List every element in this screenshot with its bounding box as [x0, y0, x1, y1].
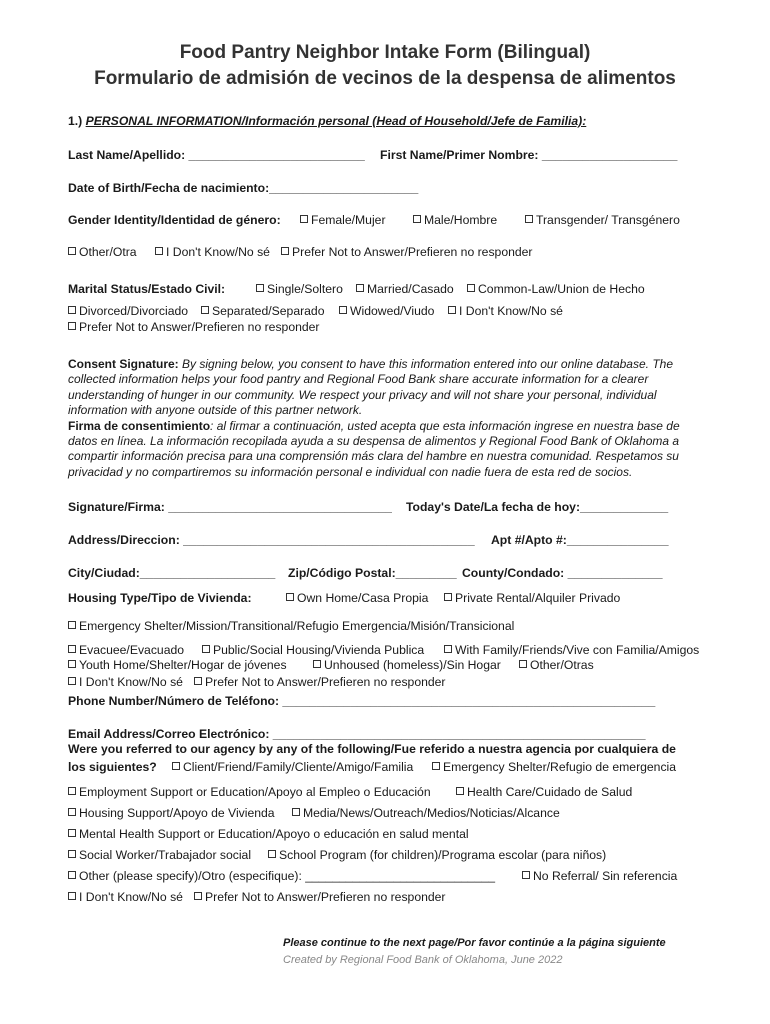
checkbox-icon[interactable]: [444, 645, 452, 653]
checkbox-icon[interactable]: [522, 871, 530, 879]
checkbox-icon[interactable]: [356, 284, 364, 292]
checkbox-icon[interactable]: [467, 284, 475, 292]
checkbox-icon[interactable]: [68, 247, 76, 255]
housing-unhoused-option[interactable]: Unhoused (homeless)/Sin Hogar: [313, 658, 501, 672]
checkbox-icon[interactable]: [155, 247, 163, 255]
gender-other-option[interactable]: Other/Otra: [68, 245, 137, 259]
referral-none-option[interactable]: No Referral/ Sin referencia: [522, 869, 677, 883]
checkbox-icon[interactable]: [256, 284, 264, 292]
marital-single-option[interactable]: Single/Soltero: [256, 282, 343, 296]
referral-school-option[interactable]: School Program (for children)/Programa escolar (para niños): [268, 848, 606, 862]
marital-label: Marital Status/Estado Civil:: [68, 282, 226, 296]
referral-client-option[interactable]: Client/Friend/Family/Cliente/Amigo/Familia: [172, 760, 413, 774]
gender-transgender-option[interactable]: Transgender/ Transgénero: [525, 213, 680, 227]
housing-evacuee-option[interactable]: Evacuee/Evacuado: [68, 643, 184, 657]
checkbox-icon[interactable]: [286, 593, 294, 601]
dob-field[interactable]: [68, 181, 418, 195]
last-name-field[interactable]: Last Name/Apellido: __________________________: [68, 148, 365, 162]
county-field[interactable]: County/Condado: ______________: [462, 566, 663, 580]
signature-field[interactable]: Signature/Firma: _________________________________: [68, 500, 392, 514]
housing-public-option[interactable]: Public/Social Housing/Vivienda Publica: [202, 643, 424, 657]
section-title: PERSONAL INFORMATION/Información personal (Head of Household/Jefe de Familia):: [85, 114, 587, 128]
marital-married-option[interactable]: Married/Casado: [356, 282, 454, 296]
checkbox-icon[interactable]: [68, 660, 76, 668]
gender-label: Gender Identity/Identidad de género:: [68, 213, 281, 227]
marital-common-law-option[interactable]: Common-Law/Union de Hecho: [467, 282, 645, 296]
checkbox-icon[interactable]: [172, 762, 180, 770]
housing-youth-home-option[interactable]: Youth Home/Shelter/Hogar de jóvenes: [68, 658, 287, 672]
checkbox-icon[interactable]: [68, 677, 76, 685]
checkbox-icon[interactable]: [339, 306, 347, 314]
checkbox-icon[interactable]: [525, 215, 533, 223]
checkbox-icon[interactable]: [519, 660, 527, 668]
checkbox-icon[interactable]: [292, 808, 300, 816]
checkbox-icon[interactable]: [456, 787, 464, 795]
gender-male-option[interactable]: Male/Hombre: [413, 213, 497, 227]
checkbox-icon[interactable]: [194, 892, 202, 900]
consent-label: Consent Signature:: [68, 357, 179, 371]
checkbox-icon[interactable]: [68, 871, 76, 879]
housing-prefer-not-option[interactable]: Prefer Not to Answer/Prefieren no responder: [194, 675, 446, 689]
gender-dont-know-option[interactable]: I Don't Know/No sé: [155, 245, 270, 259]
referral-media-option[interactable]: Media/News/Outreach/Medios/Noticias/Alcance: [292, 806, 560, 820]
marital-separated-option[interactable]: Separated/Separado: [201, 304, 325, 318]
referral-question: Were you referred to our agency by any of the following/Fue referido a nuestra agencia por cualquiera de: [68, 742, 676, 756]
checkbox-icon[interactable]: [300, 215, 308, 223]
marital-prefer-not-option[interactable]: Prefer Not to Answer/Prefieren no responder: [68, 320, 320, 334]
first-name-field[interactable]: First Name/Primer Nombre: ____________________: [380, 148, 678, 162]
phone-field[interactable]: Phone Number/Número de Teléfono: _______________________________________________________: [68, 694, 656, 708]
checkbox-icon[interactable]: [201, 306, 209, 314]
checkbox-icon[interactable]: [313, 660, 321, 668]
referral-dont-know-option[interactable]: I Don't Know/No sé: [68, 890, 183, 904]
checkbox-icon[interactable]: [68, 306, 76, 314]
housing-own-home-option[interactable]: Own Home/Casa Propia: [286, 591, 428, 605]
checkbox-icon[interactable]: [68, 808, 76, 816]
checkbox-icon[interactable]: [68, 829, 76, 837]
zip-field[interactable]: Zip/Código Postal:_________: [288, 566, 457, 580]
consent-label-es: Firma de consentimiento: [68, 418, 211, 433]
referral-mental-health-option[interactable]: Mental Health Support or Education/Apoyo o educación en salud mental: [68, 827, 469, 841]
housing-label: Housing Type/Tipo de Vivienda:: [68, 591, 252, 605]
checkbox-icon[interactable]: [444, 593, 452, 601]
checkbox-icon[interactable]: [448, 306, 456, 314]
gender-prefer-not-option[interactable]: Prefer Not to Answer/Prefieren no responder: [281, 245, 533, 259]
checkbox-icon[interactable]: [194, 677, 202, 685]
form-title-spanish: Formulario de admisión de vecinos de la despensa de alimentos: [94, 68, 676, 89]
checkbox-icon[interactable]: [68, 322, 76, 330]
dob-label: Date of Birth/Fecha de nacimiento:: [68, 181, 270, 195]
referral-shelter-option[interactable]: Emergency Shelter/Refugio de emergencia: [432, 760, 676, 774]
marital-widowed-option[interactable]: Widowed/Viudo: [339, 304, 434, 318]
referral-social-worker-option[interactable]: Social Worker/Trabajador social: [68, 848, 251, 862]
checkbox-icon[interactable]: [68, 645, 76, 653]
email-field[interactable]: Email Address/Correo Electrónico: _______________________________________________________: [68, 727, 646, 741]
checkbox-icon[interactable]: [413, 215, 421, 223]
marital-dont-know-option[interactable]: I Don't Know/No sé: [448, 304, 563, 318]
housing-other-option[interactable]: Other/Otras: [519, 658, 594, 672]
checkbox-icon[interactable]: [68, 787, 76, 795]
referral-health-care-option[interactable]: Health Care/Cuidado de Salud: [456, 785, 632, 799]
housing-dont-know-option[interactable]: I Don't Know/No sé: [68, 675, 183, 689]
form-title-english: Food Pantry Neighbor Intake Form (Bilingual): [179, 42, 591, 63]
continue-note: Please continue to the next page/Por favor continúe a la página siguiente: [283, 937, 666, 949]
checkbox-icon[interactable]: [68, 850, 76, 858]
housing-private-rental-option[interactable]: Private Rental/Alquiler Privado: [444, 591, 620, 605]
apt-field[interactable]: Apt #/Apto #:_______________: [491, 533, 669, 547]
checkbox-icon[interactable]: [202, 645, 210, 653]
checkbox-icon[interactable]: [432, 762, 440, 770]
address-field[interactable]: Address/Direccion: ___________________________________________: [68, 533, 475, 547]
section-number: 1.): [68, 114, 83, 128]
referral-housing-option[interactable]: Housing Support/Apoyo de Vivienda: [68, 806, 275, 820]
referral-employment-option[interactable]: Employment Support or Education/Apoyo al Empleo o Educación: [68, 785, 431, 799]
dob-line: ______________________: [269, 181, 419, 195]
checkbox-icon[interactable]: [68, 892, 76, 900]
gender-female-option[interactable]: Female/Mujer: [300, 213, 386, 227]
todays-date-field[interactable]: Today's Date/La fecha de hoy:_____________: [406, 500, 669, 514]
section-1-heading: [68, 114, 586, 128]
consent-text-es: : al firmar a continuación, usted acepta que esta información ingrese en nuestra base de datos en línea. La información recopilada ayuda a su despensa de alimentos y Regional Food Bank of Oklahoma a compartir información precisa para una comprensión más clara del hambre en nuestra comunidad. Respetamos su privacidad y no compartiremos su información personal e individual con nadie fuera de esta red de socios.: [68, 418, 680, 479]
referral-other-option[interactable]: Other (please specify)/Otro (especifique): ____________________________: [68, 869, 495, 883]
housing-emergency-shelter-option[interactable]: Emergency Shelter/Mission/Transitional/Refugio Emergencia/Misión/Transicional: [68, 619, 514, 633]
referral-question-cont: los siguientes?: [68, 760, 157, 774]
referral-prefer-not-option[interactable]: Prefer Not to Answer/Prefieren no responder: [194, 890, 446, 904]
marital-divorced-option[interactable]: Divorced/Divorciado: [68, 304, 188, 318]
city-field[interactable]: City/Ciudad:____________________: [68, 566, 276, 580]
checkbox-icon[interactable]: [68, 621, 76, 629]
checkbox-icon[interactable]: [281, 247, 289, 255]
checkbox-icon[interactable]: [268, 850, 276, 858]
housing-with-family-option[interactable]: With Family/Friends/Vive con Familia/Amigos: [444, 643, 699, 657]
credit-note: Created by Regional Food Bank of Oklahoma, June 2022: [283, 954, 563, 966]
consent-text-en: By signing below, you consent to have this information entered into our online database. The collected information helps your food pantry and Regional Food Bank share accurate information for a clearer understanding of hunger in our community. We respect your privacy and will not share your personal, individual information with anyone outside of this partner network.: [68, 357, 673, 418]
consent-paragraph: [68, 357, 712, 480]
